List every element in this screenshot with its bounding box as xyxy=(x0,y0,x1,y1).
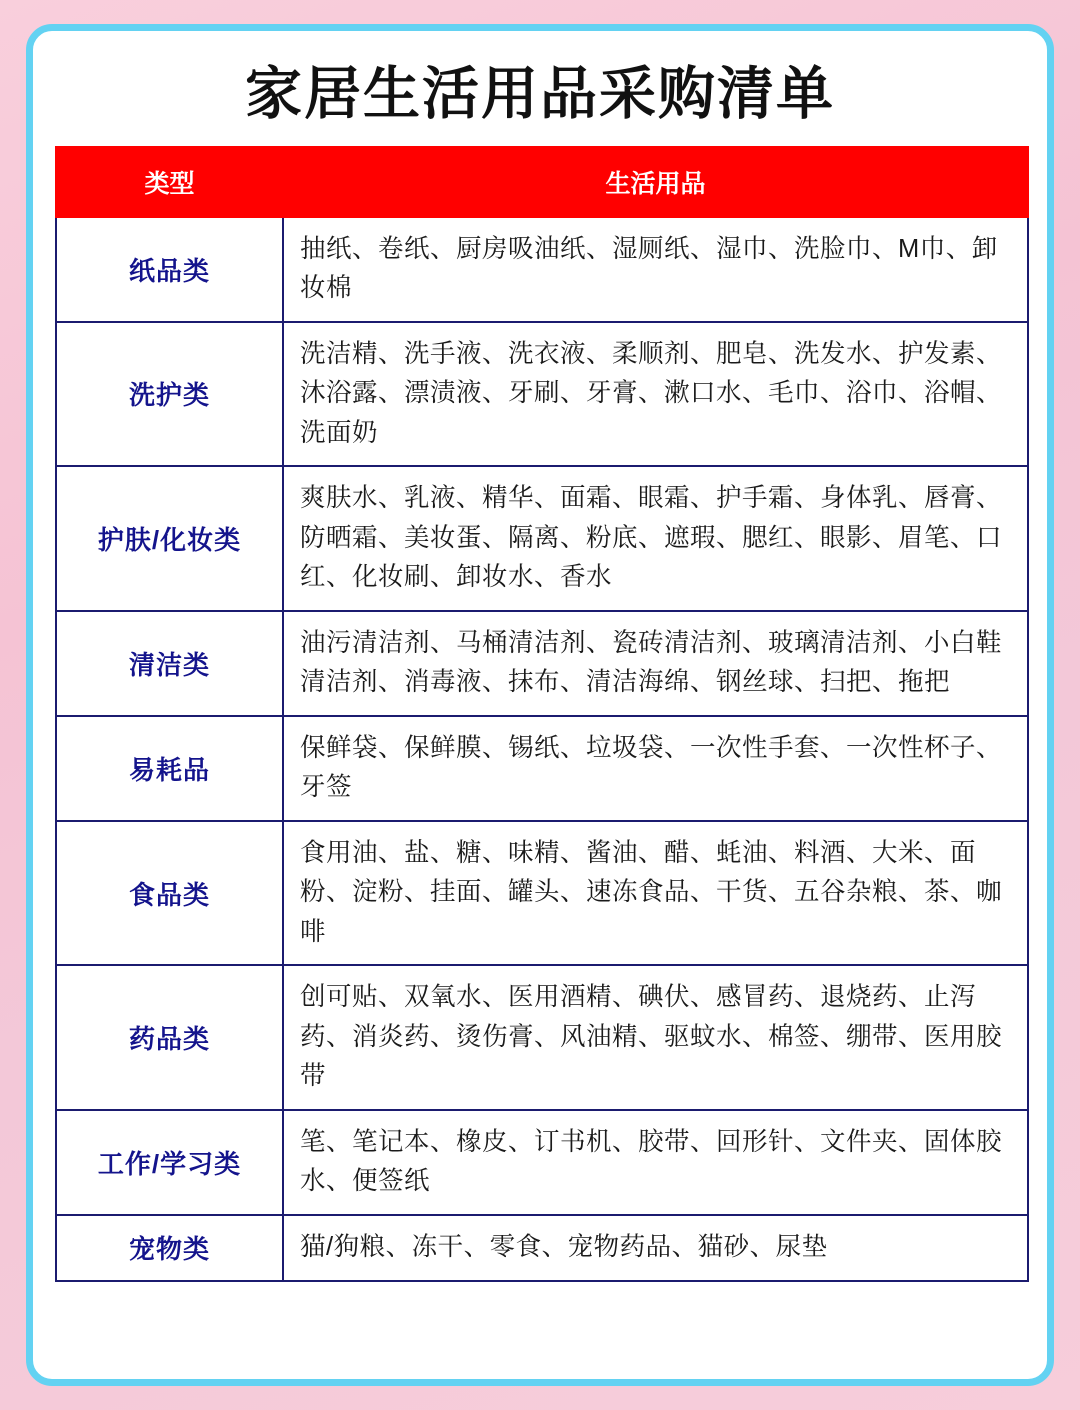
table-row xyxy=(56,217,1028,322)
row-items: 爽肤水、乳液、精华、面霜、眼霜、护手霜、身体乳、唇膏、防晒霜、美妆蛋、隔离、粉底、遮瑕、腮红、眼影、眉笔、口红、化妆刷、卸妆水、香水 xyxy=(283,466,1028,611)
row-items: 创可贴、双氧水、医用酒精、碘伏、感冒药、退烧药、止泻药、消炎药、烫伤膏、风油精、驱蚊水、棉签、绷带、医用胶带 xyxy=(283,965,1028,1110)
row-items: 油污清洁剂、马桶清洁剂、瓷砖清洁剂、玻璃清洁剂、小白鞋清洁剂、消毒液、抹布、清洁海绵、钢丝球、扫把、拖把 xyxy=(283,611,1028,716)
row-items: 抽纸、卷纸、厨房吸油纸、湿厕纸、湿巾、洗脸巾、M巾、卸妆棉 xyxy=(283,217,1028,322)
table-row xyxy=(56,322,1028,467)
row-category: 纸品类 xyxy=(56,217,283,322)
row-category: 食品类 xyxy=(56,821,283,966)
row-category: 洗护类 xyxy=(56,322,283,467)
row-items: 食用油、盐、糖、味精、酱油、醋、蚝油、料酒、大米、面粉、淀粉、挂面、罐头、速冻食品、干货、五谷杂粮、茶、咖啡 xyxy=(283,821,1028,966)
row-category: 药品类 xyxy=(56,965,283,1110)
table-row xyxy=(56,965,1028,1110)
row-items: 猫/狗粮、冻干、零食、宠物药品、猫砂、尿垫 xyxy=(283,1215,1028,1281)
row-category: 清洁类 xyxy=(56,611,283,716)
table-row xyxy=(56,1215,1028,1281)
row-items: 保鲜袋、保鲜膜、锡纸、垃圾袋、一次性手套、一次性杯子、牙签 xyxy=(283,716,1028,821)
row-category: 工作/学习类 xyxy=(56,1110,283,1215)
row-items: 笔、笔记本、橡皮、订书机、胶带、回形针、文件夹、固体胶水、便签纸 xyxy=(283,1110,1028,1215)
row-category: 护肤/化妆类 xyxy=(56,466,283,611)
table-row xyxy=(56,466,1028,611)
column-header-items: 生活用品 xyxy=(283,147,1028,217)
column-header-category: 类型 xyxy=(56,147,283,217)
table-header-row xyxy=(56,147,1028,217)
row-category: 易耗品 xyxy=(56,716,283,821)
page-title: 家居生活用品采购清单 xyxy=(245,62,835,126)
table-row xyxy=(56,821,1028,966)
content-card xyxy=(26,24,1054,1386)
table-row xyxy=(56,611,1028,716)
shopping-list-table xyxy=(55,146,1029,1282)
table-row xyxy=(56,716,1028,821)
table-row xyxy=(56,1110,1028,1215)
row-items: 洗洁精、洗手液、洗衣液、柔顺剂、肥皂、洗发水、护发素、沐浴露、漂渍液、牙刷、牙膏、漱口水、毛巾、浴巾、浴帽、洗面奶 xyxy=(283,322,1028,467)
row-category: 宠物类 xyxy=(56,1215,283,1281)
